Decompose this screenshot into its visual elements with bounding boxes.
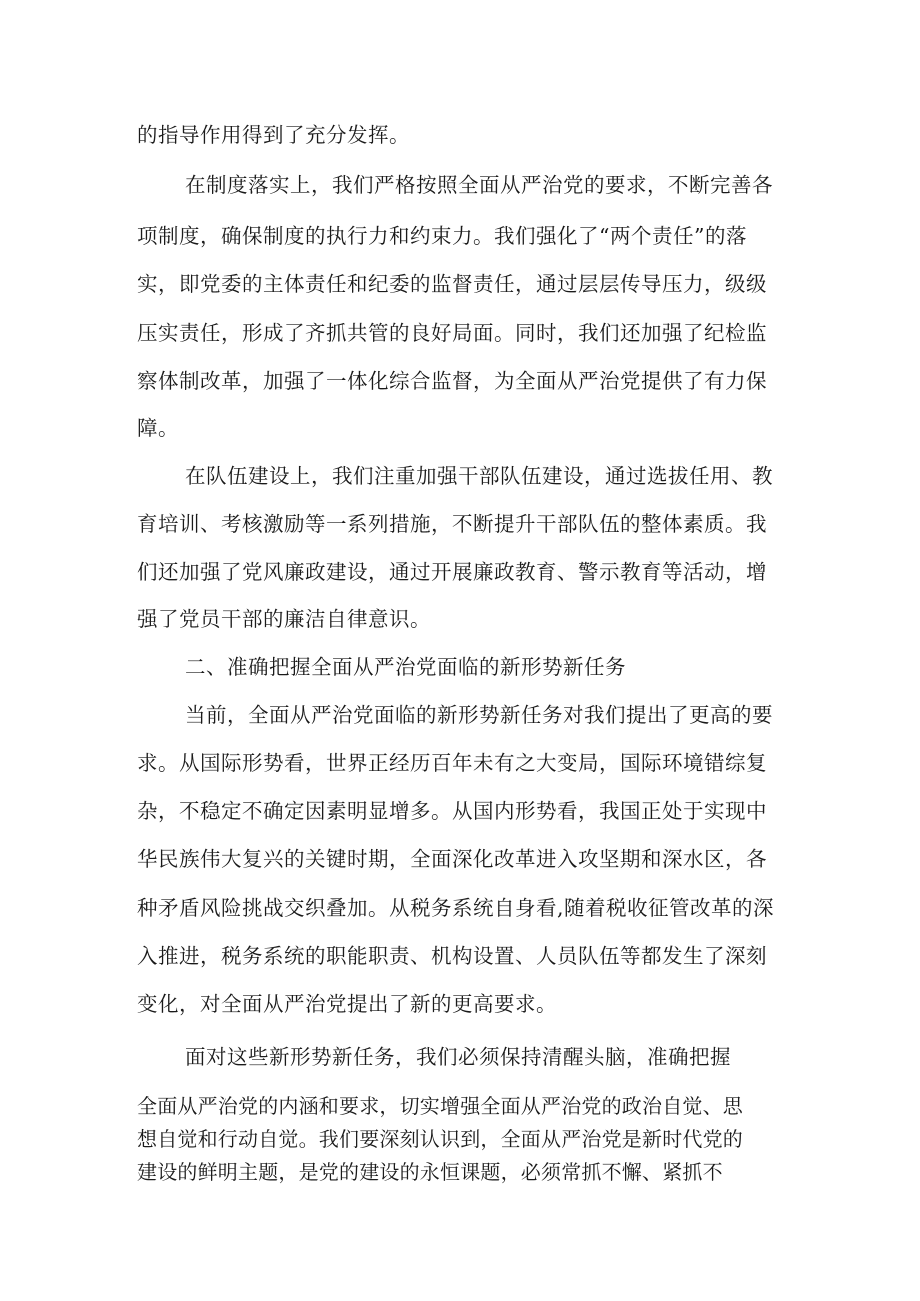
paragraph-start-line: 在制度落实上，我们严格按照全面从严治党的要求，不断完善各: [185, 173, 773, 197]
text-line: 育培训、考核激励等一系列措施，不断提升干部队伍的整体素质。我: [137, 512, 767, 536]
text-line: 华民族伟大复兴的关键时期，全面深化改革进入攻坚期和深水区，各: [137, 847, 767, 871]
paragraph-start-line: 当前，全面从严治党面临的新形势新任务对我们提出了更高的要: [185, 703, 773, 727]
text-line: 们还加强了党风廉政建设，通过开展廉政教育、警示教育等活动，增: [137, 560, 767, 584]
text-line: 察体制改革，加强了一体化综合监督，为全面从严治党提供了有力保: [137, 369, 767, 393]
text-line: 变化，对全面从严治党提出了新的更高要求。: [137, 992, 557, 1016]
text-line: 全面从严治党的内涵和要求，切实增强全面从严治党的政治自觉、思: [137, 1094, 743, 1118]
text-line: 建设的鲜明主题，是党的建设的永恒课题，必须常抓不懈、紧抓不: [137, 1160, 723, 1184]
section-heading: 二、准确把握全面从严治党面临的新形势新任务: [185, 655, 626, 679]
text-line: 项制度，确保制度的执行力和约束力。我们强化了“两个责任”的落: [137, 224, 747, 248]
text-line: 入推进，税务系统的职能职责、机构设置、人员队伍等都发生了深刻: [137, 944, 767, 968]
text-line: 想自觉和行动自觉。我们要深刻认识到，全面从严治党是新时代党的: [137, 1127, 743, 1151]
paragraph-start-line: 面对这些新形势新任务，我们必须保持清醒头脑，准确把握: [185, 1045, 731, 1069]
text-line: 实，即党委的主体责任和纪委的监督责任，通过层层传导压力，级级: [137, 272, 767, 296]
text-line: 杂，不稳定不确定因素明显增多。从国内形势看，我国正处于实现中: [137, 799, 767, 823]
text-line: 压实责任，形成了齐抓共管的良好局面。同时，我们还加强了纪检监: [137, 321, 767, 345]
text-line: 种矛盾风险挑战交织叠加。从税务系统自身看,随着税收征管改革的深: [137, 896, 775, 920]
text-line: 强了党员干部的廉洁自律意识。: [137, 607, 431, 631]
text-line: 的指导作用得到了充分发挥。: [137, 123, 410, 147]
paragraph-start-line: 在队伍建设上，我们注重加强干部队伍建设，通过选拔任用、教: [185, 464, 773, 488]
text-line: 障。: [137, 416, 179, 440]
text-line: 求。从国际形势看，世界正经历百年未有之大变局，国际环境错综复: [137, 751, 767, 775]
